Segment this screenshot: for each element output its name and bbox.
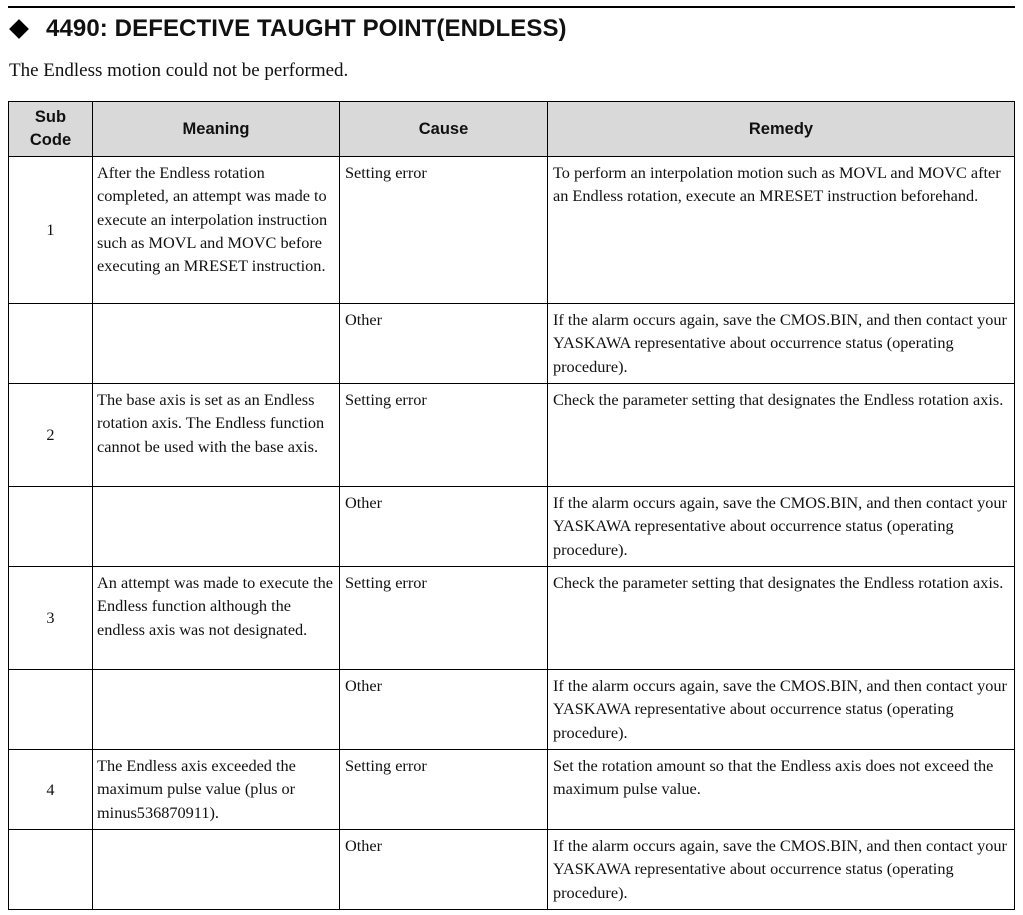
subcode-cell: 4 [9, 750, 93, 830]
cause-cell: Other [340, 670, 548, 750]
cause-cell: Other [340, 830, 548, 910]
remedy-cell: To perform an interpolation motion such as MOVL and MOVC after an Endless rotation, execute an MRESET instruction beforehand. [548, 157, 1015, 304]
header-meaning: Meaning [93, 102, 340, 157]
remedy-cell: Set the rotation amount so that the Endless axis does not exceed the maximum pulse value. [548, 750, 1015, 830]
subcode-cell: 2 [9, 384, 93, 487]
header-subcode-label: Sub Code [29, 108, 72, 149]
alarm-table [8, 101, 1015, 910]
subcode-cell [9, 304, 93, 384]
remedy-cell: Check the parameter setting that designates the Endless rotation axis. [548, 567, 1015, 670]
remedy-cell: If the alarm occurs again, save the CMOS.BIN, and then contact your YASKAWA representative about occurrence status (operating procedure). [548, 830, 1015, 910]
meaning-cell: The Endless axis exceeded the maximum pulse value (plus or minus536870911). [93, 750, 340, 830]
meaning-cell: The base axis is set as an Endless rotation axis. The Endless function cannot be used with the base axis. [93, 384, 340, 487]
table-header-row [9, 102, 1015, 157]
cause-cell: Other [340, 304, 548, 384]
meaning-cell [93, 487, 340, 567]
header-cause: Cause [340, 102, 548, 157]
table-row [9, 670, 1015, 750]
subcode-cell [9, 487, 93, 567]
intro-text: The Endless motion could not be performed. [9, 60, 349, 81]
table-row [9, 157, 1015, 304]
header-remedy: Remedy [548, 102, 1015, 157]
cause-cell: Setting error [340, 157, 548, 304]
subcode-cell: 3 [9, 567, 93, 670]
subcode-cell: 1 [9, 157, 93, 304]
remedy-cell: Check the parameter setting that designates the Endless rotation axis. [548, 384, 1015, 487]
meaning-cell: After the Endless rotation completed, an attempt was made to execute an interpolation instruction such as MOVL and MOVC before executing an MRESET instruction. [93, 157, 340, 304]
cause-cell: Setting error [340, 750, 548, 830]
remedy-cell: If the alarm occurs again, save the CMOS.BIN, and then contact your YASKAWA representative about occurrence status (operating procedure). [548, 487, 1015, 567]
cause-cell: Other [340, 487, 548, 567]
cause-cell: Setting error [340, 567, 548, 670]
alarm-title: 4490: DEFECTIVE TAUGHT POINT(ENDLESS) [46, 15, 567, 42]
subcode-cell [9, 830, 93, 910]
table-row [9, 384, 1015, 487]
top-rule [8, 6, 1015, 8]
header-subcode [9, 102, 93, 157]
table-row [9, 487, 1015, 567]
meaning-cell [93, 830, 340, 910]
table-row [9, 830, 1015, 910]
meaning-cell [93, 670, 340, 750]
cause-cell: Setting error [340, 384, 548, 487]
diamond-bullet-icon [9, 19, 29, 39]
remedy-cell: If the alarm occurs again, save the CMOS.BIN, and then contact your YASKAWA representative about occurrence status (operating procedure). [548, 304, 1015, 384]
table-row [9, 567, 1015, 670]
section-heading [8, 12, 567, 46]
remedy-cell: If the alarm occurs again, save the CMOS.BIN, and then contact your YASKAWA representative about occurrence status (operating procedure). [548, 670, 1015, 750]
meaning-cell: An attempt was made to execute the Endless function although the endless axis was not designated. [93, 567, 340, 670]
table-row [9, 304, 1015, 384]
table-row [9, 750, 1015, 830]
meaning-cell [93, 304, 340, 384]
subcode-cell [9, 670, 93, 750]
